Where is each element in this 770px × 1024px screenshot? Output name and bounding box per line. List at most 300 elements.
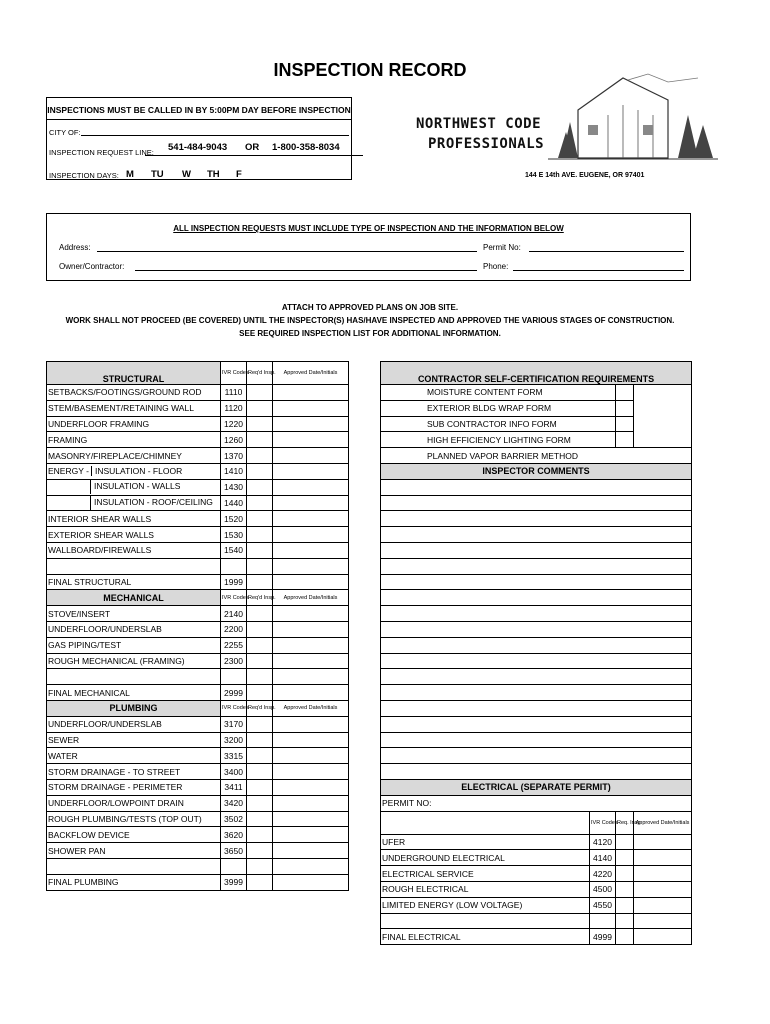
item-label: ROUGH MECHANICAL (FRAMING) — [47, 653, 221, 669]
table-row[interactable] — [47, 764, 349, 780]
item-label: STEM/BASEMENT/RETAINING WALL — [47, 400, 221, 416]
item-label — [47, 463, 221, 479]
comment-line[interactable] — [381, 479, 692, 495]
comment-line[interactable] — [381, 621, 692, 637]
table-row[interactable] — [47, 463, 349, 479]
table-row[interactable] — [47, 606, 349, 622]
self-cert-row[interactable] — [381, 385, 692, 401]
day-wed: W — [182, 169, 191, 180]
comment-field[interactable] — [381, 700, 692, 716]
approved-cell[interactable] — [273, 448, 349, 464]
comment-line[interactable] — [381, 637, 692, 653]
reqd-cell[interactable] — [247, 685, 273, 701]
ivr-code: 4500 — [590, 881, 616, 897]
item-label: STORM DRAINAGE - TO STREET — [47, 764, 221, 780]
comment-line[interactable] — [381, 716, 692, 732]
reqd-cell[interactable] — [247, 479, 273, 495]
approved-cell[interactable] — [273, 685, 349, 701]
company-address: 144 E 14th AVE. EUGENE, OR 97401 — [525, 172, 645, 179]
comment-field[interactable] — [381, 669, 692, 685]
item-label: EXTERIOR SHEAR WALLS — [47, 527, 221, 543]
table-row[interactable] — [381, 913, 692, 929]
mechanical-header-row — [47, 590, 349, 606]
approved-cell[interactable] — [634, 881, 692, 897]
table-row[interactable] — [47, 716, 349, 732]
approved-cell[interactable] — [273, 416, 349, 432]
structural-header-row — [47, 362, 349, 385]
table-row[interactable] — [47, 385, 349, 401]
ivr-code: 1430 — [221, 479, 247, 495]
ivr-code: 3620 — [221, 827, 247, 843]
table-row[interactable] — [47, 416, 349, 432]
reqd-cell[interactable] — [247, 400, 273, 416]
ivr-code: 4140 — [590, 850, 616, 866]
item-label — [381, 913, 590, 929]
approved-cell[interactable] — [273, 527, 349, 543]
item-label: UFER — [381, 834, 590, 850]
comment-line[interactable] — [381, 606, 692, 622]
request-line-label: INSPECTION REQUEST LINE: — [49, 148, 154, 157]
ivr-code: 1260 — [221, 432, 247, 448]
day-mon: M — [126, 169, 134, 180]
approved-cell[interactable] — [273, 463, 349, 479]
phone-or: OR — [245, 142, 260, 153]
ivr-code: 2300 — [221, 653, 247, 669]
self-cert-checkbox[interactable] — [616, 432, 634, 448]
page-title: INSPECTION RECORD — [273, 60, 467, 80]
table-row[interactable] — [47, 448, 349, 464]
reqd-cell[interactable] — [247, 542, 273, 558]
table-row[interactable] — [47, 511, 349, 527]
comment-field[interactable] — [381, 732, 692, 748]
table-row[interactable] — [47, 637, 349, 653]
ivr-col-header: IVR Codes — [221, 362, 247, 385]
phone-label: Phone: — [483, 262, 509, 271]
phone-field[interactable] — [513, 270, 684, 271]
reqd-cell[interactable] — [247, 511, 273, 527]
ivr-code: 3420 — [221, 795, 247, 811]
ivr-code: 3315 — [221, 748, 247, 764]
plumbing-heading: PLUMBING — [47, 700, 221, 716]
item-label: FINAL PLUMBING — [47, 874, 221, 890]
table-row[interactable] — [47, 542, 349, 558]
instruction-attach: ATTACH TO APPROVED PLANS ON JOB SITE. — [281, 303, 459, 312]
table-row[interactable] — [381, 834, 692, 850]
item-label: STOVE/INSERT — [47, 606, 221, 622]
item-label: GAS PIPING/TEST — [47, 637, 221, 653]
table-row[interactable] — [47, 795, 349, 811]
ivr-code: 3650 — [221, 843, 247, 859]
table-row[interactable] — [47, 479, 349, 495]
comment-field[interactable] — [381, 495, 692, 511]
ivr-code: 4550 — [590, 897, 616, 913]
electrical-permit-row[interactable] — [381, 795, 692, 811]
reqd-cell[interactable] — [247, 432, 273, 448]
energy-item: INSULATION - WALLS — [94, 481, 181, 492]
phone-primary: 541-484-9043 — [168, 142, 228, 153]
self-cert-item: MOISTURE CONTENT FORM — [381, 385, 616, 401]
comment-line[interactable] — [381, 685, 692, 701]
comment-line[interactable] — [381, 527, 692, 543]
table-row[interactable] — [381, 850, 692, 866]
address-field[interactable] — [97, 251, 477, 252]
reqd-cell[interactable] — [616, 913, 634, 929]
item-label: WALLBOARD/FIREWALLS — [47, 542, 221, 558]
instruction-work: WORK SHALL NOT PROCEED (BE COVERED) UNTIL THE INSPECTOR(S) HAS/HAVE INSPECTED AND APPROVED THE VARIOUS STAGES OF CONSTRUCTION. — [65, 316, 675, 325]
comment-field[interactable] — [381, 653, 692, 669]
ivr-code: 1220 — [221, 416, 247, 432]
self-cert-checkbox[interactable] — [616, 400, 634, 416]
reqd-cell[interactable] — [247, 795, 273, 811]
item-label: FINAL MECHANICAL — [47, 685, 221, 701]
table-row[interactable] — [381, 866, 692, 882]
approved-cell[interactable] — [634, 929, 692, 945]
reqd-cell[interactable] — [247, 495, 273, 511]
approved-col-header: Approved Date/Initials — [273, 700, 349, 716]
reqd-cell[interactable] — [616, 897, 634, 913]
ivr-col-header: IVR Codes — [221, 700, 247, 716]
reqd-cell[interactable] — [247, 716, 273, 732]
approved-cell[interactable] — [273, 542, 349, 558]
approved-cell[interactable] — [273, 511, 349, 527]
ivr-code: 1530 — [221, 527, 247, 543]
city-field[interactable] — [81, 135, 349, 136]
comment-line[interactable] — [381, 542, 692, 558]
permit-field[interactable] — [529, 251, 684, 252]
comment-field[interactable] — [381, 574, 692, 590]
energy-prefix-blank — [47, 496, 91, 510]
ivr-code: 3170 — [221, 716, 247, 732]
inspection-call-box — [46, 97, 352, 180]
request-line-field — [145, 155, 363, 156]
table-row[interactable] — [47, 527, 349, 543]
approved-cell[interactable] — [634, 913, 692, 929]
comment-line[interactable] — [381, 590, 692, 606]
approved-cell[interactable] — [273, 779, 349, 795]
comment-field[interactable] — [381, 621, 692, 637]
approved-col-header: Approved Date/Initials — [634, 811, 692, 834]
self-cert-row[interactable] — [381, 400, 692, 416]
call-deadline-notice: INSPECTIONS MUST BE CALLED IN BY 5:00PM DAY BEFORE INSPECTION — [47, 105, 351, 115]
self-cert-item: SUB CONTRACTOR INFO FORM — [381, 416, 616, 432]
approved-cell[interactable] — [273, 574, 349, 590]
comment-field[interactable] — [381, 511, 692, 527]
divider — [47, 119, 351, 120]
table-row[interactable] — [47, 811, 349, 827]
table-row[interactable] — [47, 400, 349, 416]
ivr-code: 1540 — [221, 542, 247, 558]
self-cert-row[interactable] — [381, 448, 692, 464]
item-label: UNDERFLOOR FRAMING — [47, 416, 221, 432]
comment-line[interactable] — [381, 574, 692, 590]
ivr-code: 1440 — [221, 495, 247, 511]
table-row[interactable] — [47, 748, 349, 764]
item-label: UNDERFLOOR/LOWPOINT DRAIN — [47, 795, 221, 811]
day-tue: TU — [151, 169, 164, 180]
plumbing-header-row — [47, 700, 349, 716]
comment-line[interactable] — [381, 511, 692, 527]
reqd-cell[interactable] — [247, 637, 273, 653]
blank-cell — [634, 432, 692, 448]
blank-cell — [381, 811, 590, 834]
table-row[interactable] — [47, 779, 349, 795]
item-label: FINAL STRUCTURAL — [47, 574, 221, 590]
ivr-col-header: IVR Codes — [221, 590, 247, 606]
ivr-code: 3411 — [221, 779, 247, 795]
approved-cell[interactable] — [273, 385, 349, 401]
approved-cell[interactable] — [273, 495, 349, 511]
comment-line[interactable] — [381, 732, 692, 748]
item-label: ELECTRICAL SERVICE — [381, 866, 590, 882]
comment-field[interactable] — [381, 558, 692, 574]
reqd-cell[interactable] — [247, 811, 273, 827]
comment-line[interactable] — [381, 700, 692, 716]
comment-field[interactable] — [381, 590, 692, 606]
table-row[interactable] — [47, 685, 349, 701]
approved-cell[interactable] — [273, 400, 349, 416]
request-info-box — [46, 213, 691, 281]
self-cert-item: HIGH EFFICIENCY LIGHTING FORM — [381, 432, 616, 448]
reqd-cell[interactable] — [247, 448, 273, 464]
approved-cell[interactable] — [273, 716, 349, 732]
reqd-cell[interactable] — [247, 669, 273, 685]
ivr-code: 3400 — [221, 764, 247, 780]
table-row[interactable] — [47, 558, 349, 574]
day-thu: TH — [207, 169, 220, 180]
self-cert-heading: CONTRACTOR SELF-CERTIFICATION REQUIREMENTS — [381, 362, 692, 385]
approved-cell[interactable] — [273, 811, 349, 827]
item-label — [47, 858, 221, 874]
comment-field[interactable] — [381, 606, 692, 622]
approved-cell[interactable] — [634, 834, 692, 850]
ivr-code — [590, 913, 616, 929]
reqd-cell[interactable] — [247, 574, 273, 590]
reqd-cell[interactable] — [616, 834, 634, 850]
electrical-header-row — [381, 779, 692, 795]
reqd-cell[interactable] — [247, 843, 273, 859]
owner-label: Owner/Contractor: — [59, 262, 125, 271]
ivr-code: 2200 — [221, 621, 247, 637]
self-cert-checkbox[interactable] — [616, 385, 634, 401]
table-row[interactable] — [47, 669, 349, 685]
ivr-code: 2140 — [221, 606, 247, 622]
approved-cell[interactable] — [273, 637, 349, 653]
comment-field[interactable] — [381, 637, 692, 653]
inspector-comments-heading: INSPECTOR COMMENTS — [381, 463, 692, 479]
company-name-line1: NORTHWEST CODE — [416, 116, 542, 132]
ivr-code: 1370 — [221, 448, 247, 464]
reqd-cell[interactable] — [247, 416, 273, 432]
reqd-cell[interactable] — [247, 764, 273, 780]
ivr-code: 3502 — [221, 811, 247, 827]
comment-field[interactable] — [381, 527, 692, 543]
ivr-code: 4120 — [590, 834, 616, 850]
self-cert-row[interactable] — [381, 432, 692, 448]
approved-cell[interactable] — [273, 558, 349, 574]
owner-field[interactable] — [135, 270, 477, 271]
item-label: SETBACKS/FOOTINGS/GROUND ROD — [47, 385, 221, 401]
reqd-cell[interactable] — [616, 866, 634, 882]
ivr-code: 3200 — [221, 732, 247, 748]
item-label: ROUGH ELECTRICAL — [381, 881, 590, 897]
approved-cell[interactable] — [273, 432, 349, 448]
req-col-header: Req. Insp — [616, 811, 634, 834]
comments-header-row — [381, 463, 692, 479]
item-label: LIMITED ENERGY (LOW VOLTAGE) — [381, 897, 590, 913]
reqd-cell[interactable] — [247, 463, 273, 479]
table-row[interactable] — [47, 574, 349, 590]
days-label: INSPECTION DAYS: — [49, 171, 119, 180]
reqd-cell[interactable] — [247, 527, 273, 543]
ivr-code — [221, 558, 247, 574]
ivr-code: 3999 — [221, 874, 247, 890]
mechanical-heading: MECHANICAL — [47, 590, 221, 606]
comment-field[interactable] — [381, 685, 692, 701]
reqd-cell[interactable] — [247, 732, 273, 748]
table-row[interactable] — [47, 432, 349, 448]
item-label: UNDERGROUND ELECTRICAL — [381, 850, 590, 866]
building-trees-logo-icon — [548, 70, 718, 170]
approved-cell[interactable] — [273, 827, 349, 843]
ivr-code: 4220 — [590, 866, 616, 882]
electrical-colheader-row — [381, 811, 692, 834]
approved-cell[interactable] — [273, 858, 349, 874]
ivr-code: 1999 — [221, 574, 247, 590]
blank-cell — [634, 385, 692, 401]
ivr-code: 1120 — [221, 400, 247, 416]
reqd-col-header: Req'd Insp. — [247, 700, 273, 716]
instruction-see-list: SEE REQUIRED INSPECTION LIST FOR ADDITIONAL INFORMATION. — [239, 329, 501, 338]
approved-cell[interactable] — [273, 874, 349, 890]
table-row[interactable] — [381, 881, 692, 897]
comment-field[interactable] — [381, 716, 692, 732]
table-row[interactable] — [47, 827, 349, 843]
self-cert-checkbox[interactable] — [616, 416, 634, 432]
approved-cell[interactable] — [273, 479, 349, 495]
reqd-cell[interactable] — [247, 653, 273, 669]
comment-field[interactable] — [381, 748, 692, 764]
table-row[interactable] — [381, 897, 692, 913]
table-row[interactable] — [47, 495, 349, 511]
table-row[interactable] — [47, 621, 349, 637]
comment-field[interactable] — [381, 542, 692, 558]
item-label: ROUGH PLUMBING/TESTS (TOP OUT) — [47, 811, 221, 827]
item-label: UNDERFLOOR/UNDERSLAB — [47, 716, 221, 732]
ivr-code: 1410 — [221, 463, 247, 479]
reqd-col-header: Req'd Insp. — [247, 362, 273, 385]
approved-col-header: Approved Date/Initials — [273, 590, 349, 606]
electrical-permit-label[interactable]: PERMIT NO: — [381, 795, 692, 811]
ivr-code — [221, 669, 247, 685]
comment-line[interactable] — [381, 558, 692, 574]
table-row[interactable] — [47, 858, 349, 874]
day-fri: F — [236, 169, 242, 180]
approved-cell[interactable] — [634, 866, 692, 882]
self-cert-item: EXTERIOR BLDG WRAP FORM — [381, 400, 616, 416]
reqd-cell[interactable] — [247, 558, 273, 574]
reqd-cell[interactable] — [247, 621, 273, 637]
approved-cell[interactable] — [273, 653, 349, 669]
structural-heading: STRUCTURAL — [47, 362, 221, 385]
comment-line[interactable] — [381, 764, 692, 780]
table-row[interactable] — [47, 843, 349, 859]
approved-cell[interactable] — [273, 732, 349, 748]
item-label — [47, 669, 221, 685]
comment-field[interactable] — [381, 764, 692, 780]
approved-cell[interactable] — [273, 621, 349, 637]
approved-cell[interactable] — [634, 850, 692, 866]
approved-cell[interactable] — [273, 606, 349, 622]
self-cert-row[interactable] — [381, 416, 692, 432]
item-label: INTERIOR SHEAR WALLS — [47, 511, 221, 527]
comment-line[interactable] — [381, 653, 692, 669]
item-label: WATER — [47, 748, 221, 764]
item-label: UNDERFLOOR/UNDERSLAB — [47, 621, 221, 637]
blank-cell — [634, 400, 692, 416]
item-label — [47, 495, 221, 511]
reqd-cell[interactable] — [616, 850, 634, 866]
inspection-table-right — [380, 361, 692, 945]
energy-prefix: ENERGY - — [47, 466, 92, 476]
self-cert-item: PLANNED VAPOR BARRIER METHOD — [381, 448, 692, 464]
electrical-heading: ELECTRICAL (SEPARATE PERMIT) — [381, 779, 692, 795]
reqd-cell[interactable] — [247, 874, 273, 890]
blank-cell — [634, 416, 692, 432]
comment-line[interactable] — [381, 748, 692, 764]
reqd-cell[interactable] — [247, 779, 273, 795]
city-label: CITY OF: — [49, 128, 81, 137]
ivr-code: 1110 — [221, 385, 247, 401]
reqd-cell[interactable] — [247, 827, 273, 843]
comment-line[interactable] — [381, 495, 692, 511]
inspection-table-left — [46, 361, 349, 891]
reqd-cell[interactable] — [616, 929, 634, 945]
reqd-col-header: Req'd Insp. — [247, 590, 273, 606]
table-row[interactable] — [381, 929, 692, 945]
reqd-cell[interactable] — [247, 606, 273, 622]
reqd-cell[interactable] — [247, 748, 273, 764]
approved-cell[interactable] — [273, 748, 349, 764]
ivr-code: 2255 — [221, 637, 247, 653]
request-heading: ALL INSPECTION REQUESTS MUST INCLUDE TYPE OF INSPECTION AND THE INFORMATION BELOW — [173, 224, 564, 233]
energy-item: INSULATION - FLOOR — [95, 466, 183, 477]
approved-cell[interactable] — [273, 795, 349, 811]
item-label: MASONRY/FIREPLACE/CHIMNEY — [47, 448, 221, 464]
reqd-cell[interactable] — [247, 385, 273, 401]
item-label: FINAL ELECTRICAL — [381, 929, 590, 945]
item-label: BACKFLOW DEVICE — [47, 827, 221, 843]
self-cert-header-row — [381, 362, 692, 385]
ivr-code: 4999 — [590, 929, 616, 945]
item-label — [47, 479, 221, 495]
permit-label: Permit No: — [483, 243, 521, 252]
approved-col-header: Approved Date/Initials — [273, 362, 349, 385]
table-row[interactable] — [47, 732, 349, 748]
comment-line[interactable] — [381, 669, 692, 685]
approved-cell[interactable] — [273, 669, 349, 685]
approved-cell[interactable] — [273, 843, 349, 859]
table-row[interactable] — [47, 653, 349, 669]
table-row[interactable] — [47, 874, 349, 890]
comment-field[interactable] — [381, 479, 692, 495]
reqd-cell[interactable] — [616, 881, 634, 897]
reqd-cell[interactable] — [247, 858, 273, 874]
approved-cell[interactable] — [273, 764, 349, 780]
ivr-col-header: IVR Codes — [590, 811, 616, 834]
approved-cell[interactable] — [634, 897, 692, 913]
item-label: SEWER — [47, 732, 221, 748]
energy-item: INSULATION - ROOF/CEILING — [94, 497, 213, 508]
